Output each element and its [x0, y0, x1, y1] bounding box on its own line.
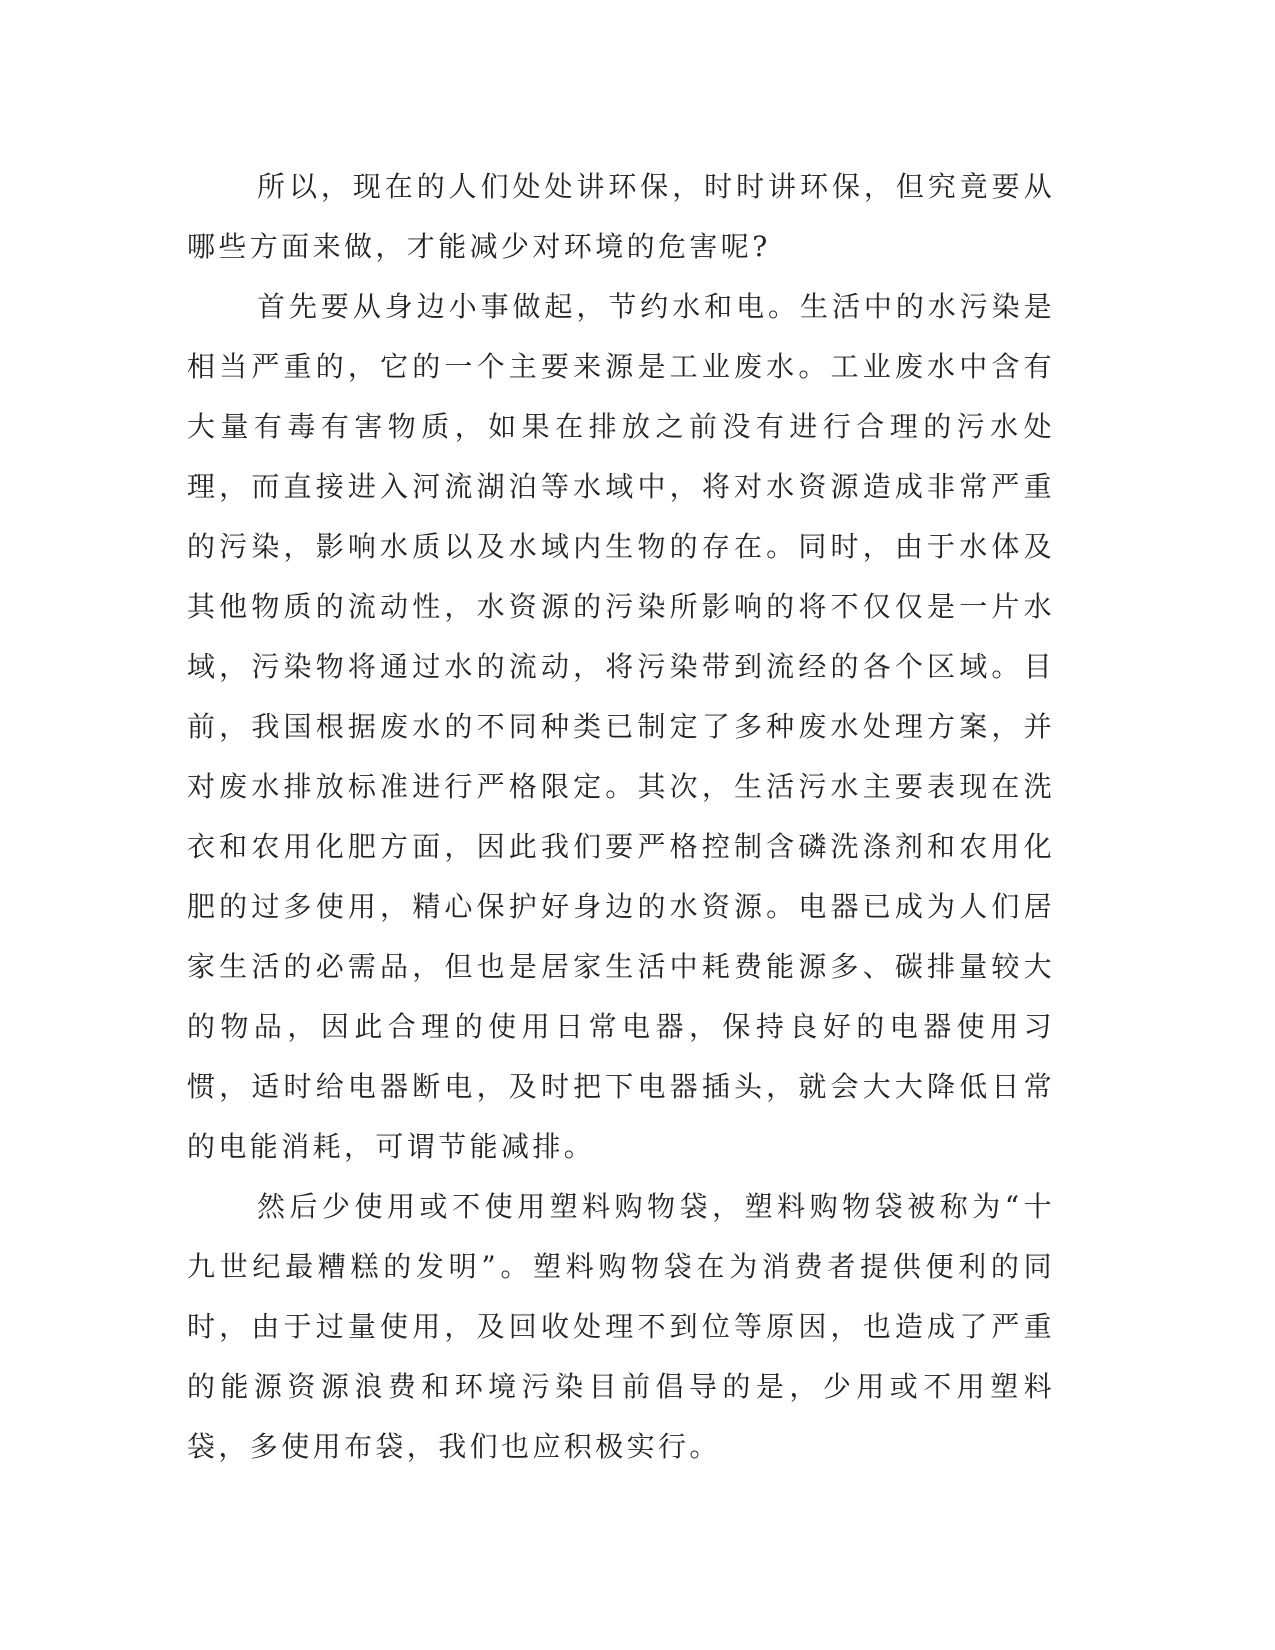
paragraph-plastic-bags: 然后少使用或不使用塑料购物袋，塑料购物袋被称为“十九世纪最糟糕的发明”。塑料购物袋在为消费者提供便利的同时，由于过量使用，及回收处理不到位等原因，也造成了严重的能源资源浪费和环境污染目前倡导的是，少用或不用塑料袋，多使用布袋，我们也应积极实行。 — [187, 1190, 1055, 1463]
paragraph-save-water-electricity: 首先要从身边小事做起，节约水和电。生活中的水污染是相当严重的，它的一个主要来源是工业废水。工业废水中含有大量有毒有害物质，如果在排放之前没有进行合理的污水处理，而直接进入河流湖泊等水域中，将对水资源造成非常严重的污染，影响水质以及水域内生物的存在。同时，由于水体及其他物质的流动性，水资源的污染所影响的将不仅仅是一片水域，污染物将通过水的流动，将污染带到流经的各个区域。目前，我国根据废水的不同种类已制定了多种废水处理方案，并对废水排放标准进行严格限定。其次，生活污水主要表现在洗衣和农用化肥方面，因此我们要严格控制含磷洗涤剂和农用化肥的过多使用，精心保护好身边的水资源。电器已成为人们居家生活的必需品，但也是居家生活中耗费能源多、碳排量较大的物品，因此合理的使用日常电器，保持良好的电器使用习惯，适时给电器断电，及时把下电器插头，就会大大降低日常的电能消耗，可谓节能减排。 — [187, 290, 1055, 1163]
document-body — [187, 157, 1055, 1477]
paragraph-environment-question: 所以，现在的人们处处讲环保，时时讲环保，但究竟要从哪些方面来做，才能减少对环境的危害呢? — [187, 170, 1055, 263]
